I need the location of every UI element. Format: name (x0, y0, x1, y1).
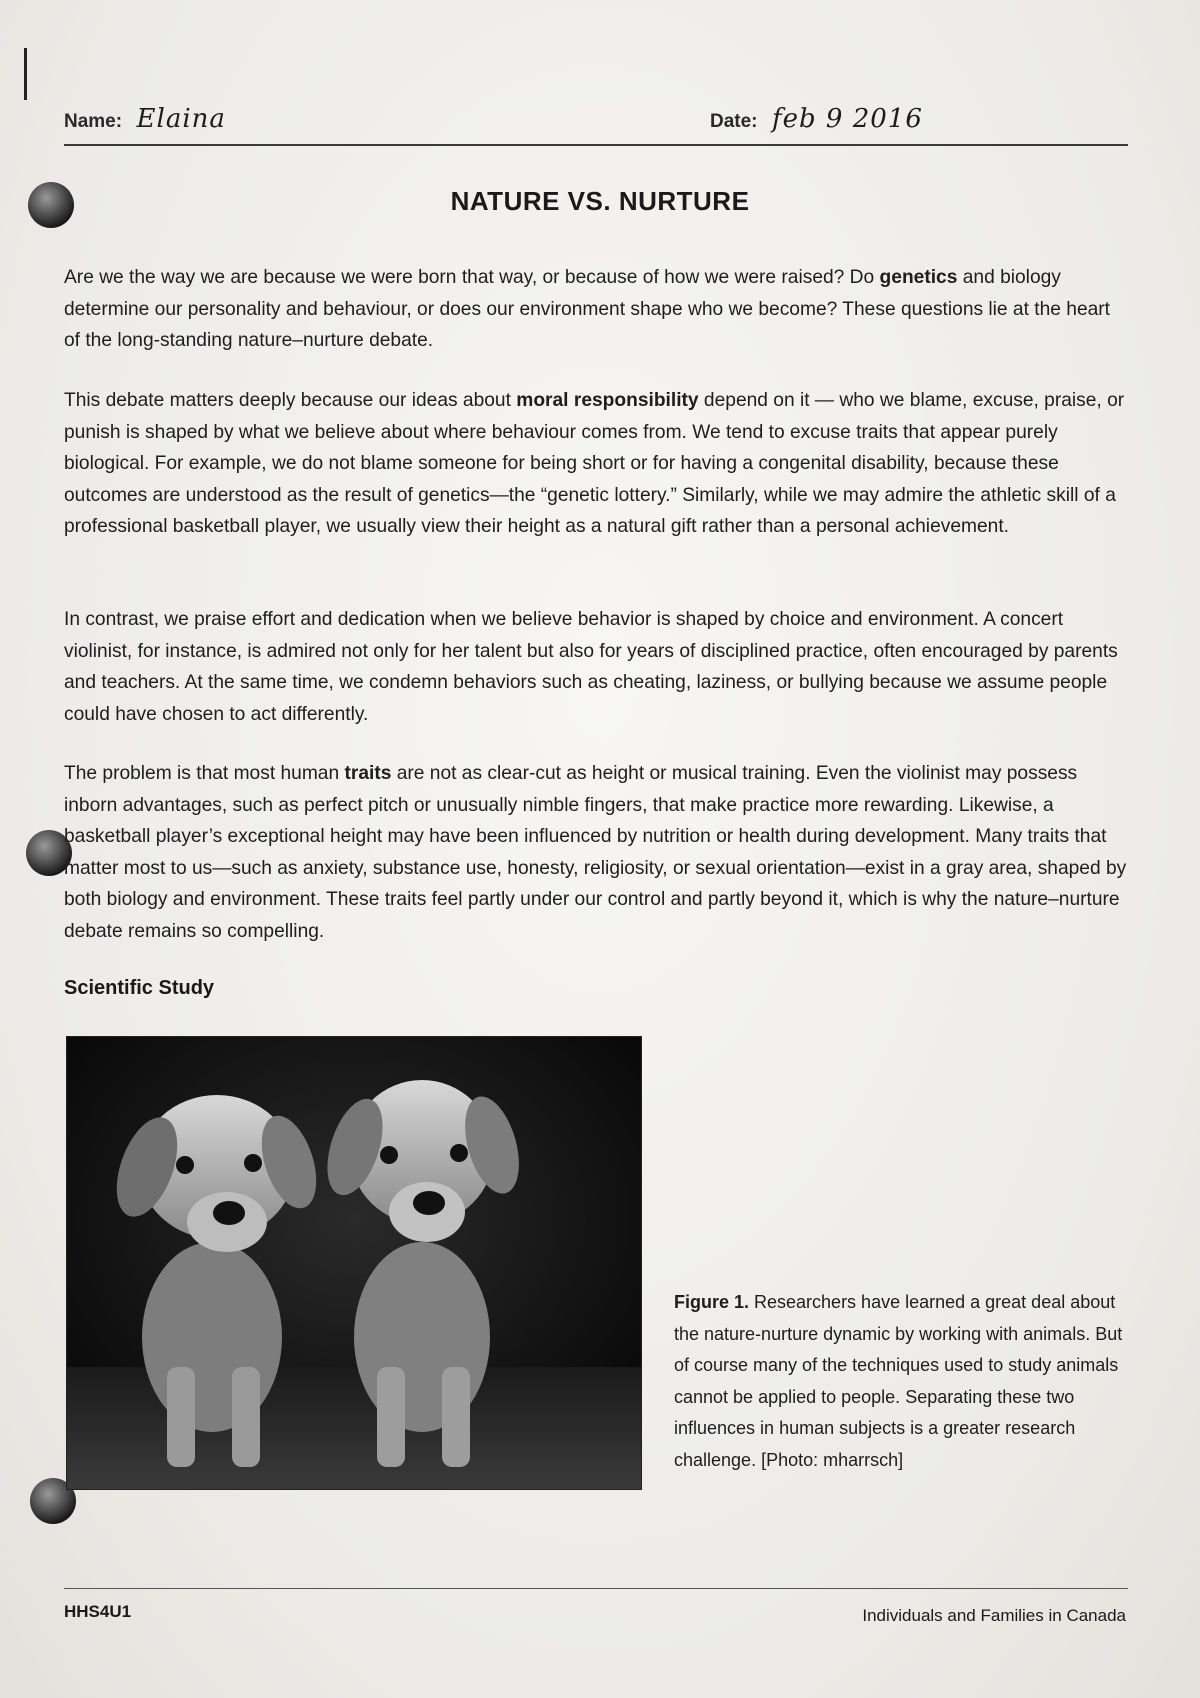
p4-keyword: traits (344, 763, 392, 784)
footer-rule (64, 1588, 1128, 1589)
name-label: Name: (64, 111, 123, 132)
paragraph-contrast: In contrast, we praise effort and dedication when we believe behavior is shaped by choice and environment. A concert violinist, for instance, is admired not only for her talent but also for years of disciplined practice, often encouraged by parents and teachers. At the same time, we condemn behaviors such as cheating, laziness, or bullying because we assume people could have chosen to act differently. (64, 609, 1118, 725)
name-handwritten: Elaina (136, 104, 226, 134)
p1-text-1: Are we the way we are because we were born that way, or because of how we were raised? Do (64, 267, 880, 288)
paragraph-moral-responsibility (64, 385, 1130, 543)
p2-text-2: depend on it — who we blame, excuse, praise, or punish is shaped by what we believe about where behaviour comes from. We tend to excuse traits that appear purely biological. For example, we do not blame someone for being short or for having a congenital disability, because these outcomes are understood as the result of genetics—the “genetic lottery.” Similarly, while we may admire the athletic skill of a professional basketball player, we usually view their height as a natural gift rather than a personal achievement. (64, 390, 1125, 537)
p2-keyword: moral responsibility (516, 390, 699, 411)
figure-caption (674, 1287, 1130, 1476)
date-field (710, 104, 923, 134)
figure-caption-text: Researchers have learned a great deal about the nature-nurture dynamic by working with animals. But of course many of the techniques used to study animals cannot be applied to people. Separating these two influences in human subjects is a greater research challenge. [Photo: mharrsch] (674, 1292, 1123, 1470)
paragraph-intro (64, 262, 1130, 357)
date-handwritten: feb 9 2016 (771, 104, 923, 134)
section-heading: Scientific Study (64, 977, 215, 999)
margin-mark (24, 48, 27, 100)
paragraph-traits (64, 758, 1130, 947)
date-label: Date: (710, 111, 758, 132)
worksheet-header (64, 88, 1128, 144)
p4-text-1: The problem is that most human (64, 763, 345, 784)
figure-label: Figure 1. (674, 1292, 750, 1312)
name-field (64, 104, 226, 134)
header-rule (64, 144, 1128, 146)
p1-keyword: genetics (879, 267, 958, 288)
puppies-photo (66, 1036, 642, 1490)
p1-text-2: and biology determine our personality and behaviour, or does our environment shape who we become? These questions lie at the heart of the long-standing nature–nurture debate. (64, 267, 1111, 351)
page-title: NATURE VS. NURTURE (450, 186, 750, 216)
course-code: HHS4U1 (64, 1602, 132, 1621)
p4-text-2: are not as clear-cut as height or musical training. Even the violinist may possess inborn advantages, such as perfect pitch or unusually nimble fingers, that make practice more rewarding. Likewise, a basketball player’s exceptional height may have been influenced by nutrition or health during development. Many traits that matter most to us—such as anxiety, substance use, honesty, religiosity, or sexual orientation—exist in a gray area, shaped by both biology and environment. These traits feel partly under our control and partly beyond it, which is why the nature–nurture debate remains so compelling. (64, 763, 1127, 942)
p2-text-1: This debate matters deeply because our ideas about (64, 390, 517, 411)
course-title: Individuals and Families in Canada (862, 1606, 1126, 1625)
